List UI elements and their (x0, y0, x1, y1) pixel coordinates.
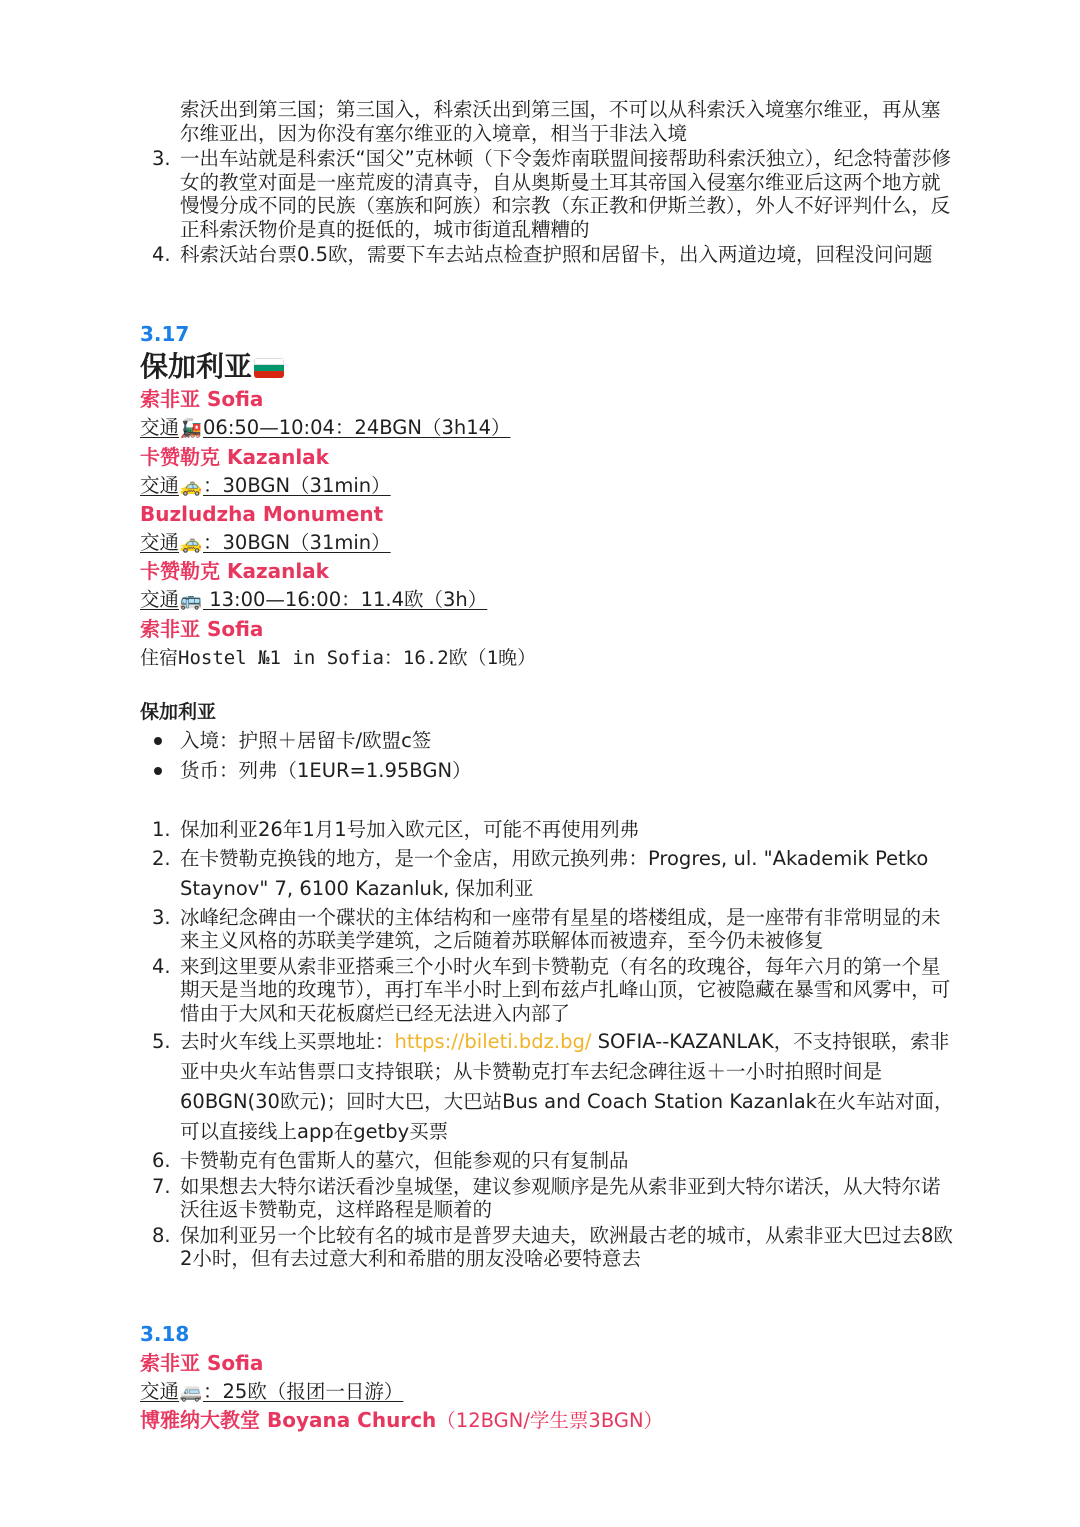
date-heading: 3.17 (140, 322, 190, 346)
taxi-icon: 🚕 (179, 533, 203, 554)
list-item: 7. 如果想去大特尔诺沃看沙皇城堡，建议参观顺序是先从索非亚到大特尔诺沃，从大特尔诺沃往返卡赞勒克，这样路程是顺着的 (152, 1174, 941, 1221)
transport-row: 交通🚌 13:00—16:00：11.4欧（3h） (140, 586, 952, 615)
transport-row: 交通🚕：30BGN（31min） (140, 472, 952, 501)
city-kazanlak: 卡赞勒克 Kazanlak (140, 559, 329, 583)
taxi-icon: 🚕 (179, 476, 203, 497)
sight-name: 博雅纳大教堂 Boyana Church (140, 1408, 437, 1432)
train-icon: 🚂 (179, 418, 203, 439)
city-sofia: 索非亚 Sofia (140, 1351, 264, 1375)
kosovo-notes-list (140, 98, 955, 269)
list-item: 6. 卡赞勒克有色雷斯人的墓穴，但能参观的只有复制品 (152, 1149, 629, 1172)
list-item: 3. 一出车站就是科索沃“国父”克林顿（下令轰炸南联盟间接帮助科索沃独立），纪念特蕾莎修女的教堂对面是一座荒废的清真寺，自从奥斯曼土耳其帝国入侵塞尔维亚后这两个地方就慢慢分成不同的民族（塞族和阿族）和宗教（东正教和伊斯兰教），外人不好评判什么，反正科索沃物价是真的挺低的，城市街道乱糟糟的 (152, 147, 951, 241)
bulgaria-flag-icon (254, 358, 284, 378)
date-heading: 3.18 (140, 1322, 190, 1346)
list-item: 4. 科索沃站台票0.5欧，需要下车去站点检查护照和居留卡，出入两道边境，回程没问问题 (152, 243, 933, 266)
country-title: 保加利亚 (140, 350, 952, 384)
list-item: 3. 冰峰纪念碑由一个碟状的主体结构和一座带有星星的塔楼组成，是一座带有非常明显的未来主义风格的苏联美学建筑，之后随着苏联解体而被遗弃，至今仍未被修复 (152, 905, 941, 952)
list-item: 5. 去时火车线上买票地址：https://bileti.bdz.bg/ SOFIA--KAZANLAK，不支持银联，索非亚中央火车站售票口支持银联；从卡赞勒克打车去纪念碑往返＋一小时拍照时间是60BGN(30欧元)；回时大巴，大巴站Bus and Coach Station Kazanlak在火车站对面，可以直接线上app在getby买票 (152, 1030, 954, 1143)
info-bullets (140, 726, 940, 786)
sight-line (140, 1406, 952, 1435)
transport-row: 交通🚐：25欧（报团一日游） (140, 1378, 952, 1407)
city-sofia: 索非亚 Sofia (140, 387, 264, 411)
transport-row: 交通🚂06:50—10:04：24BGN（3h14） (140, 414, 952, 443)
list-item: 2. 在卡赞勒克换钱的地方，是一个金店，用欧元换列弗：Progres, ul. "Akademik Petko Staynov" 7, 6100 Kazanluk, 保加利亚 (152, 846, 929, 900)
bulgaria-notes-list (140, 818, 955, 1273)
section-title: 保加利亚 (140, 701, 217, 723)
list-item: 4. 来到这里要从索非亚搭乘三个小时火车到卡赞勒克（有名的玫瑰谷，每年六月的第一个星期天是当地的玫瑰节），再打车半小时上到布兹卢扎峰山顶，它被隐藏在暴雪和风雾中，可惜由于大风和天花板腐烂已经无法进入内部了 (152, 954, 951, 1025)
sight-price: （12BGN/学生票3BGN） (436, 1409, 664, 1432)
city-sofia: 索非亚 Sofia (140, 617, 264, 641)
list-item: 1. 保加利亚26年1月1号加入欧元区，可能不再使用列弗 (152, 818, 640, 841)
list-item: 货币：列弗（1EUR=1.95BGN） (140, 756, 940, 786)
ticket-link[interactable]: https://bileti.bdz.bg/ (394, 1030, 592, 1053)
city-buzludzha: Buzludzha Monument (140, 502, 384, 526)
lodging-line: 住宿Hostel №1 in Sofia：16.2欧（1晚） (140, 647, 537, 669)
list-item: 入境：护照＋居留卡/欧盟c签 (140, 726, 940, 756)
minibus-icon: 🚐 (179, 1382, 203, 1403)
city-kazanlak: 卡赞勒克 Kazanlak (140, 445, 329, 469)
list-item: 8. 保加利亚另一个比较有名的城市是普罗夫迪夫，欧洲最古老的城市，从索非亚大巴过去8欧2小时，但有去过意大利和希腊的朋友没啥必要特意去 (152, 1223, 953, 1270)
transport-row: 交通🚕：30BGN（31min） (140, 529, 952, 558)
bus-icon: 🚌 (179, 590, 203, 611)
list-item: 索沃出到第三国；第三国入，科索沃出到第三国，不可以从科索沃入境塞尔维亚，再从塞尔维亚出，因为你没有塞尔维亚的入境章，相当于非法入境 (180, 98, 941, 145)
